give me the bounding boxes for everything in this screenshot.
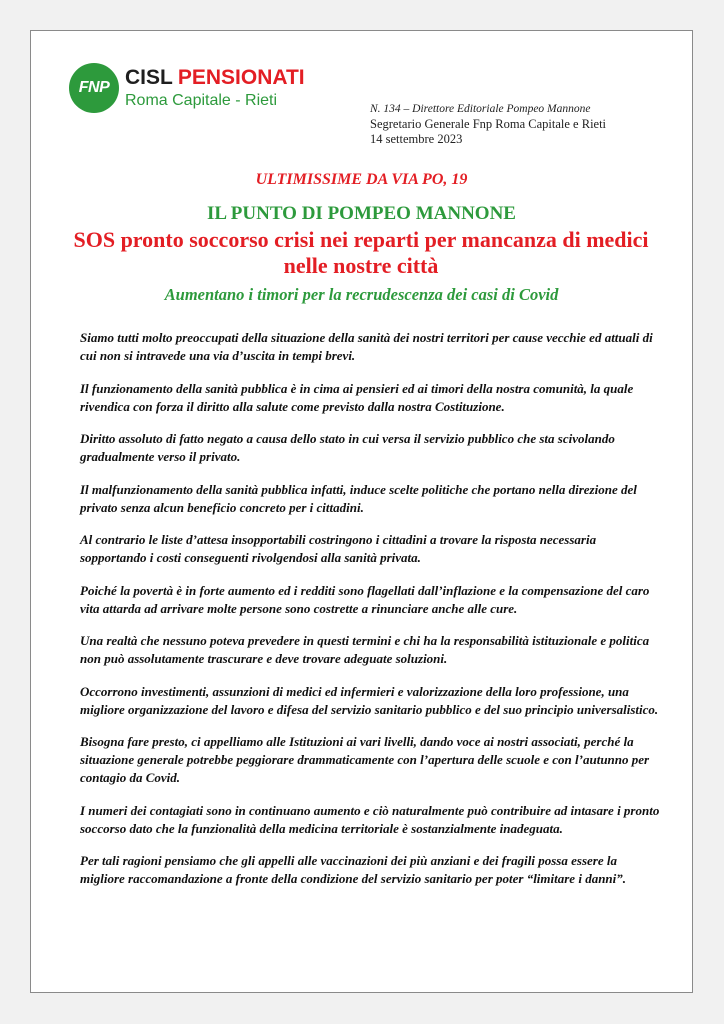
issue-number: N. 134 – Direttore Editoriale Pompeo Mannone <box>370 103 591 115</box>
column-title: IL PUNTO DI POMPEO MANNONE <box>207 203 516 224</box>
fnp-badge-text: FNP <box>78 78 110 96</box>
paragraph: Diritto assoluto di fatto negato a causa dello stato in cui versa il servizio pubblico che sta scivolando gradualmente verso il privato. <box>80 431 615 464</box>
article-body <box>80 329 662 903</box>
paragraph: Al contrario le liste d’attesa insopportabili costringono i cittadini a trovare la risposta necessaria sopportando i costi conseguenti rivolgendosi alla sanità privata. <box>80 532 597 565</box>
tagline: ULTIMISSIME DA VIA PO, 19 <box>255 171 468 188</box>
logo-text <box>125 67 305 109</box>
paragraph: Occorrono investimenti, assunzioni di medici ed infermieri e valorizzazione della loro professione, una migliore organizzazione del lavoro e difesa del servizio sanitario pubblico e del suo principio universalistico. <box>80 683 659 717</box>
paragraph: I numeri dei contagiati sono in continuano aumento e ciò naturalmente può contribuire ad intasare i pronto soccorso dato che la funzionalità della medicina territoriale è sostanzialmente inadeguata. <box>80 802 660 836</box>
logo-brand-cisl: CISL <box>125 65 173 89</box>
headline: SOS pronto soccorso crisi nei reparti per mancanza di medici nelle nostre città <box>73 227 649 278</box>
logo-brand-pensionati: PENSIONATI <box>177 65 305 89</box>
paragraph: Siamo tutti molto preoccupati della situazione della sanità dei nostri territori per cause vecchie ed attuali di cui non si intravede una via d’uscita in tempi brevi. <box>80 330 653 363</box>
paragraph: Il malfunzionamento della sanità pubblica infatti, induce scelte politiche che portano nella direzione del privato senza alcun beneficio concreto per i cittadini. <box>80 481 637 515</box>
paragraph: Bisogna fare presto, ci appelliamo alle Istituzioni ai vari livelli, dando voce ai nostri associati, perché la situazione generale potrebbe peggiorare drammaticamente con l’apertura delle scuole e con l’autunno per contagio da Covid. <box>80 734 650 785</box>
document-page <box>30 30 693 993</box>
paragraph: Il funzionamento della sanità pubblica è in cima ai pensieri ed ai timori della nostra comunità, la quale rivendica con forza il diritto alla salute come previsto dalla nostra Costituzione. <box>80 380 634 414</box>
paragraph: Per tali ragioni pensiamo che gli appelli alle vaccinazioni dei più anziani e dei fragili possa essere la migliore raccomandazione a fronte della condizione del servizio sanitario per poter “limitare i danni”. <box>80 853 627 886</box>
logo-brand <box>125 67 305 88</box>
logo-subtitle: Roma Capitale - Rieti <box>125 91 278 109</box>
author-role: Segretario Generale Fnp Roma Capitale e Rieti <box>370 117 607 131</box>
logo <box>69 59 324 116</box>
paragraph: Una realtà che nessuno poteva prevedere in questi termini e chi ha la responsabilità istituzionale e politica non può assolutamente trascurare e deve trovare adeguate soluzioni. <box>80 633 650 666</box>
sub-headline: Aumentano i timori per la recrudescenza dei casi di Covid <box>164 285 559 304</box>
fnp-badge-icon <box>69 63 119 113</box>
issue-date: 14 settembre 2023 <box>370 132 463 146</box>
paragraph: Poiché la povertà è in forte aumento ed i redditi sono flagellati dall’inflazione e la compensazione del caro vita attarda ad arrivare molte persone sono costrette a rinunciare anche alle cure. <box>80 582 650 616</box>
issue-meta <box>370 102 606 147</box>
